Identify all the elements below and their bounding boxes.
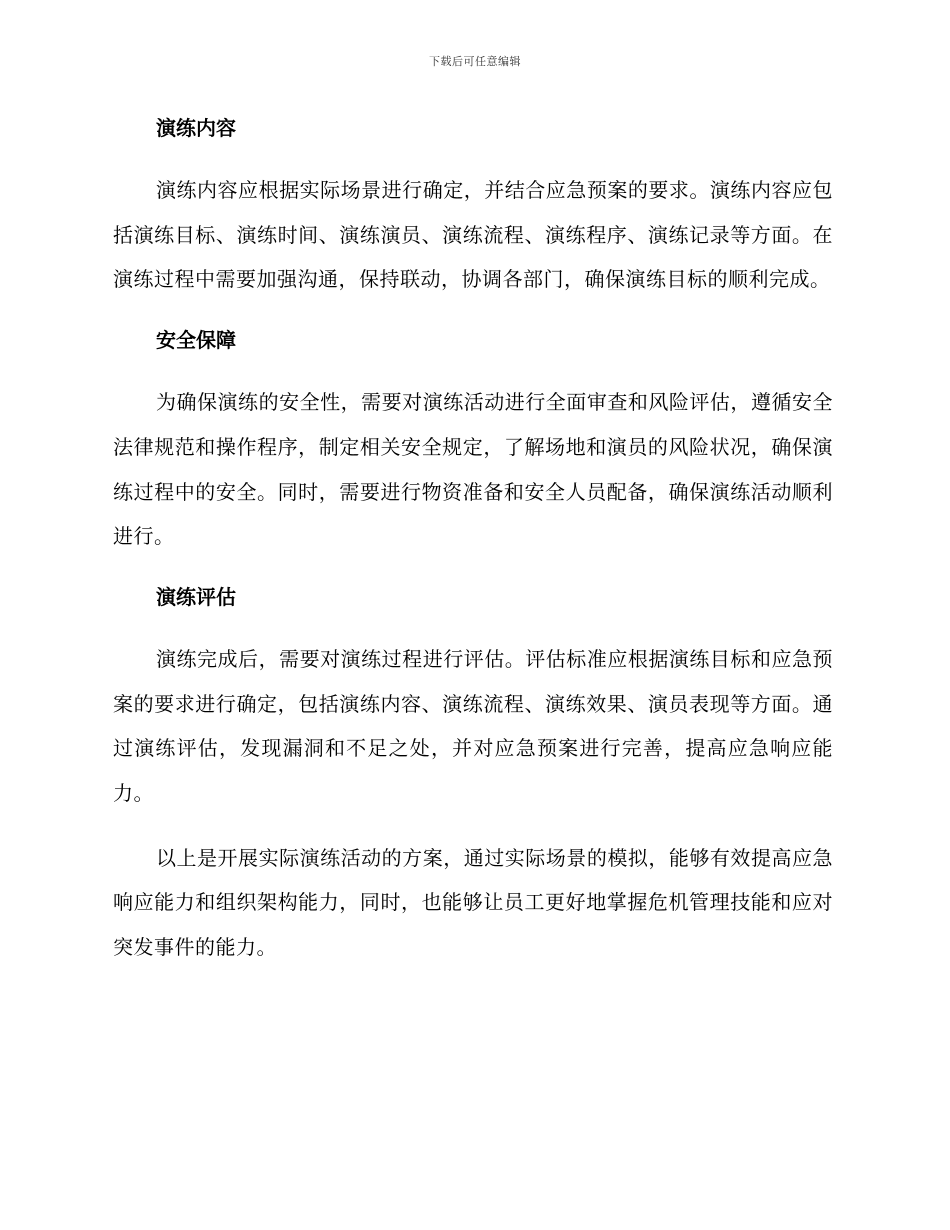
page-header: 下载后可任意编辑 [429,55,521,68]
section-paragraph: 为确保演练的安全性，需要对演练活动进行全面审查和风险评估，遵循安全法律规范和操作程序，制定相关安全规定，了解场地和演员的风险状况，确保演练过程中的安全。同时，需要进行物资准备和安全人员配备，确保演练活动顺利进行。 [113,390,833,549]
section-heading: 演练内容 [156,116,236,140]
section-paragraph: 演练完成后，需要对演练过程进行评估。评估标准应根据演练目标和应急预案的要求进行确定，包括演练内容、演练流程、演练效果、演员表现等方面。通过演练评估，发现漏洞和不足之处，并对应急预案进行完善，提高应急响应能力。 [113,646,833,806]
section-paragraph: 演练内容应根据实际场景进行确定，并结合应急预案的要求。演练内容应包括演练目标、演练时间、演练演员、演练流程、演练程序、演练记录等方面。在演练过程中需要加强沟通，保持联动，协调各部门，确保演练目标的顺利完成。 [113,178,833,292]
section-heading: 安全保障 [156,328,236,353]
conclusion-paragraph: 以上是开展实际演练活动的方案，通过实际场景的模拟，能够有效提高应急响应能力和组织架构能力，同时，也能够让员工更好地掌握危机管理技能和应对突发事件的能力。 [113,845,833,960]
section-heading: 演练评估 [156,584,236,609]
document-body [113,110,833,970]
